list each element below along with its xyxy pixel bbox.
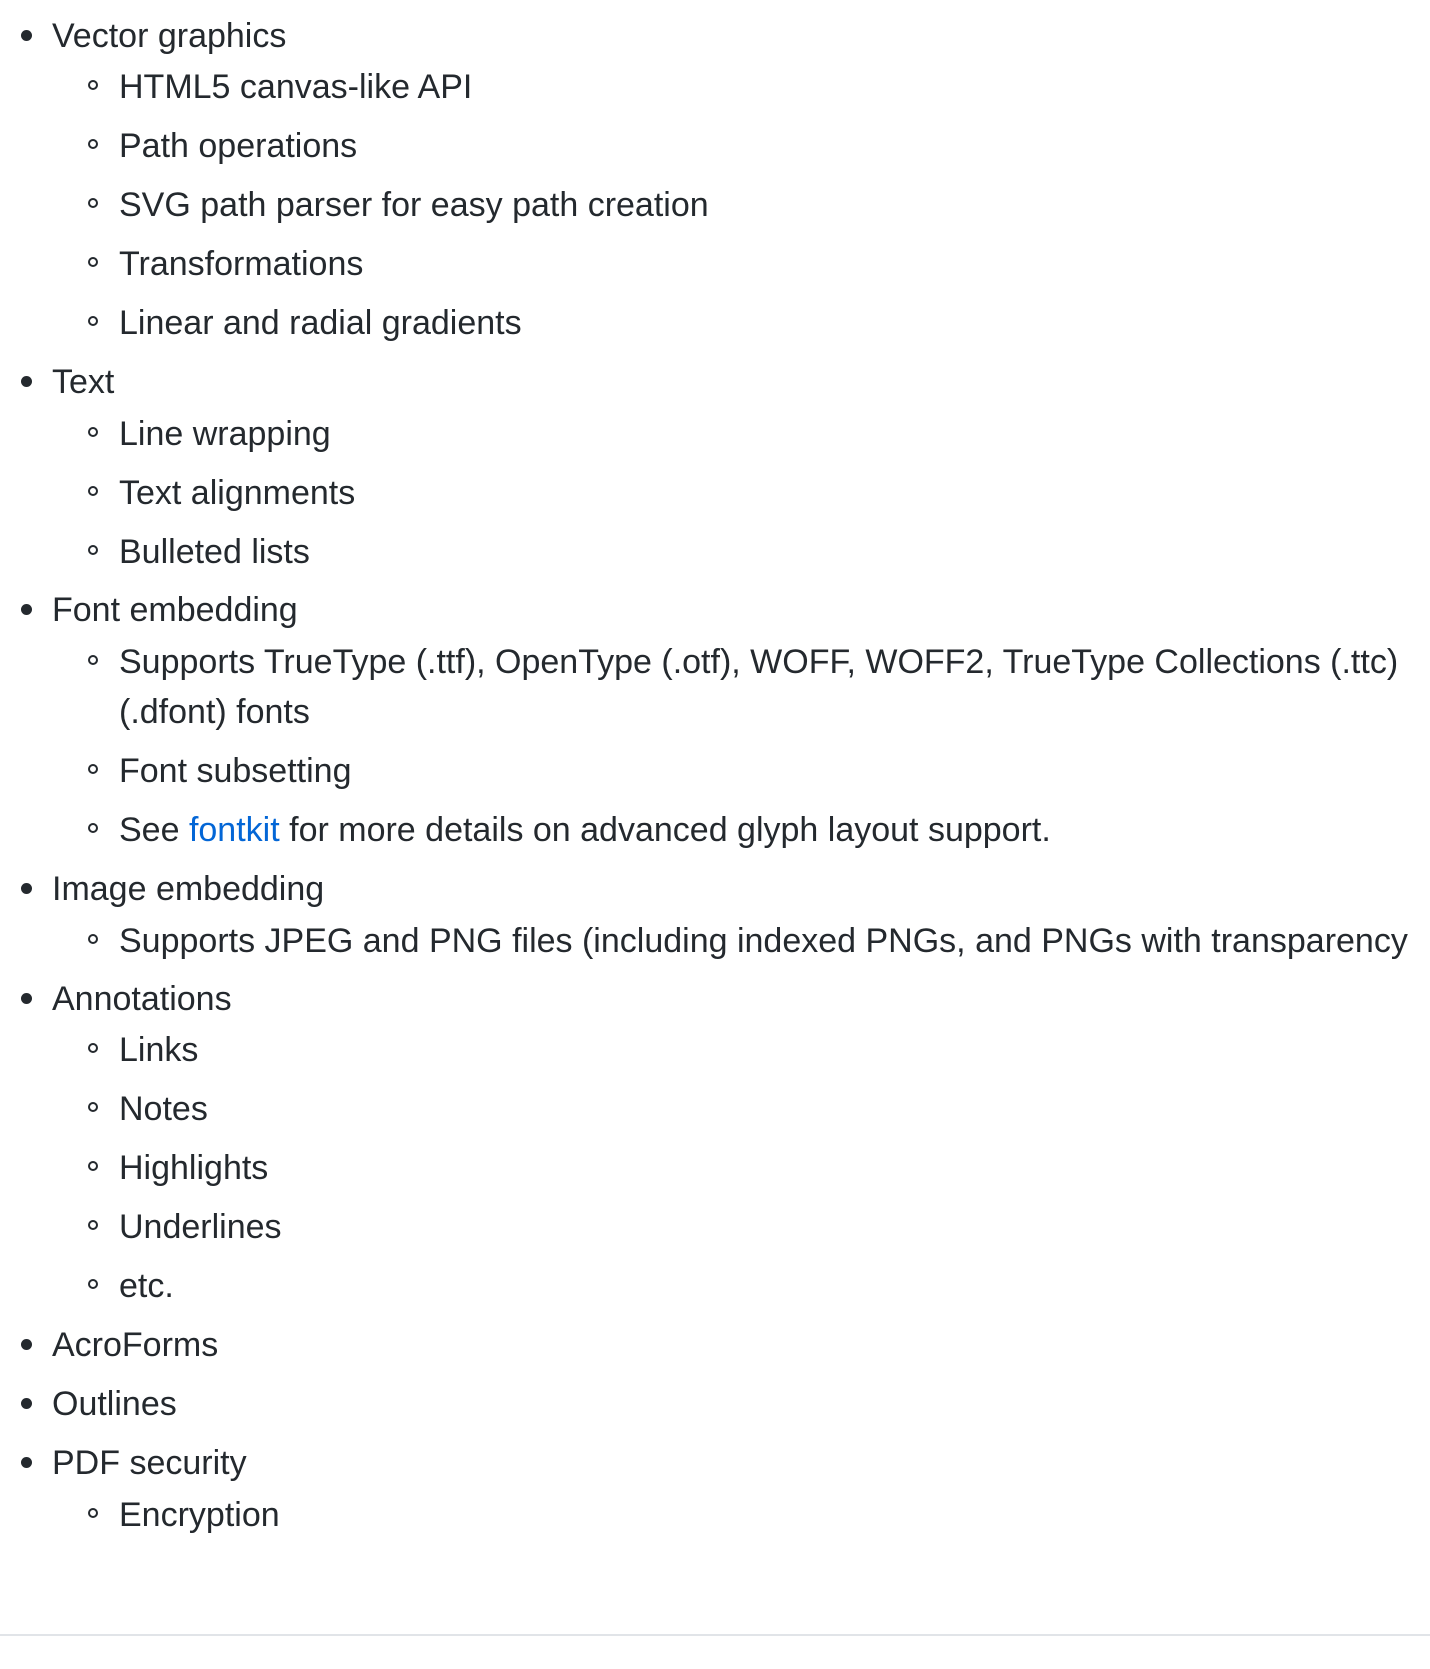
list-item-html5-canvas: HTML5 canvas-like API [119, 68, 473, 106]
list-item-font-formats-line1: Supports TrueType (.ttf), OpenType (.otf), WOFF, WOFF2, TrueType Collections (.ttc) [119, 643, 1399, 681]
see-prefix-text: See [119, 811, 180, 849]
circle-bullet-icon [88, 80, 98, 90]
list-item-image-formats: Supports JPEG and PNG files (including indexed PNGs, and PNGs with transparency [119, 922, 1408, 960]
list-item-etc: etc. [119, 1267, 174, 1305]
circle-bullet-icon [88, 1161, 98, 1171]
bullet-icon [21, 1457, 32, 1468]
circle-bullet-icon [88, 257, 98, 267]
bullet-icon [21, 883, 32, 894]
list-item-path-operations: Path operations [119, 127, 358, 165]
circle-bullet-icon [88, 486, 98, 496]
circle-bullet-icon [88, 545, 98, 555]
list-item-text: Text [52, 363, 115, 401]
circle-bullet-icon [88, 655, 98, 665]
list-item-highlights: Highlights [119, 1149, 269, 1187]
bullet-icon [21, 1339, 32, 1350]
list-item-font-subsetting: Font subsetting [119, 752, 352, 790]
circle-bullet-icon [88, 1043, 98, 1053]
list-item-text-alignments: Text alignments [119, 474, 356, 512]
bullet-icon [21, 604, 32, 615]
circle-bullet-icon [88, 823, 98, 833]
circle-bullet-icon [88, 1220, 98, 1230]
list-item-svg-path-parser: SVG path parser for easy path creation [119, 186, 709, 224]
circle-bullet-icon [88, 198, 98, 208]
bullet-icon [21, 993, 32, 1004]
list-item-image-embedding: Image embedding [52, 870, 325, 908]
list-item-transformations: Transformations [119, 245, 364, 283]
circle-bullet-icon [88, 1279, 98, 1289]
list-item-see-fontkit [119, 803, 1051, 857]
list-item-annotations: Annotations [52, 980, 232, 1018]
bottom-divider [0, 1634, 1430, 1636]
circle-bullet-icon [88, 934, 98, 944]
list-item-outlines: Outlines [52, 1385, 177, 1423]
list-item-line-wrapping: Line wrapping [119, 415, 331, 453]
circle-bullet-icon [88, 1102, 98, 1112]
fontkit-link[interactable]: fontkit [188, 811, 280, 849]
bullet-icon [21, 30, 32, 41]
circle-bullet-icon [88, 764, 98, 774]
list-item-gradients: Linear and radial gradients [119, 304, 522, 342]
circle-bullet-icon [88, 1508, 98, 1518]
list-item-pdf-security: PDF security [52, 1444, 247, 1482]
bullet-icon [21, 1398, 32, 1409]
list-item-font-embedding: Font embedding [52, 591, 298, 629]
list-item-acroforms: AcroForms [52, 1326, 219, 1364]
list-item-vector-graphics: Vector graphics [52, 17, 287, 55]
see-suffix-text: for more details on advanced glyph layout support. [289, 811, 1051, 849]
circle-bullet-icon [88, 427, 98, 437]
list-item-notes: Notes [119, 1090, 208, 1128]
circle-bullet-icon [88, 139, 98, 149]
circle-bullet-icon [88, 316, 98, 326]
list-item-encryption: Encryption [119, 1496, 280, 1534]
bullet-icon [21, 376, 32, 387]
list-item-font-formats-line2: (.dfont) fonts [119, 693, 310, 731]
list-item-bulleted-lists: Bulleted lists [119, 533, 310, 571]
list-item-links: Links [119, 1031, 199, 1069]
list-item-underlines: Underlines [119, 1208, 282, 1246]
